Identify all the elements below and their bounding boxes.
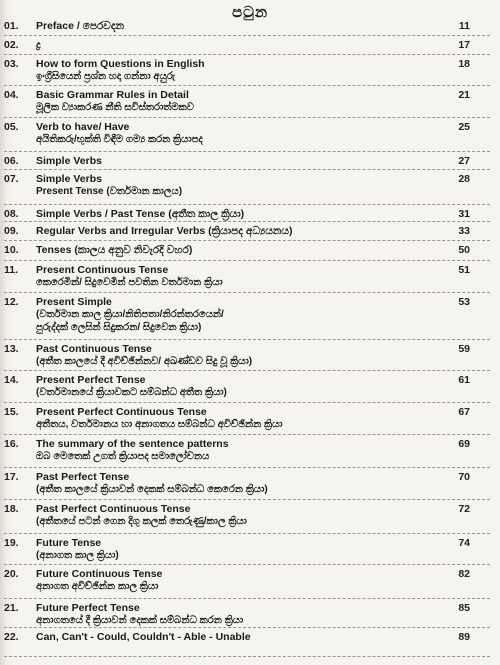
entry-number: 10. (4, 244, 19, 256)
entry-page-number: 17 (458, 39, 470, 51)
entry-title: Regular Verbs and Irregular Verbs (ක්‍රියාපද අධ්‍යයනය) (36, 225, 293, 237)
entry-page-number: 53 (458, 296, 470, 308)
entry-title: Basic Grammar Rules in Detail (36, 89, 189, 101)
entry-page-number: 25 (458, 121, 470, 133)
entry-subtitle: (වර්තමාන කාල ක්‍රියා/නිතිපතා/නිරන්තරයෙන්/ (36, 309, 224, 320)
entry-subtitle: පුරුද්දක් ලෙසින් සිදුකරන/ සිදුවෙන ක්‍රියා) (36, 322, 202, 333)
entry-page-number: 28 (458, 173, 470, 185)
entry-number: 01. (4, 20, 19, 32)
row-divider (4, 499, 490, 500)
entry-number: 05. (4, 121, 19, 133)
entry-number: 19. (4, 537, 19, 549)
entry-title: Future Tense (36, 537, 102, 549)
entry-subtitle: අනාගත අවිච්ඡින්න කාල ක්‍රියා (36, 581, 159, 592)
entry-page-number: 89 (458, 631, 470, 643)
entry-subtitle: (වර්තමානයේ ක්‍රියාවකට සම්බන්ධ අතීත ක්‍රියා) (36, 387, 227, 398)
page-title: පටුන (231, 4, 269, 21)
entry-page-number: 18 (458, 58, 470, 70)
row-divider (4, 627, 490, 628)
entry-page-number: 31 (458, 208, 470, 220)
entry-title: Past Perfect Tense (36, 471, 130, 483)
entry-number: 04. (4, 89, 19, 101)
entry-page-number: 69 (458, 438, 470, 450)
entry-number: 14. (4, 374, 19, 386)
entry-title: Present Continuous Tense (36, 264, 169, 276)
entry-page-number: 51 (458, 264, 470, 276)
entry-title: Simple Verbs / Past Tense (අතීත කාල ක්‍රියා) (36, 208, 245, 220)
entry-page-number: 27 (458, 155, 470, 167)
entry-number: 18. (4, 503, 19, 515)
entry-page-number: 33 (458, 225, 470, 237)
entry-title: Simple Verbs (36, 155, 102, 167)
row-divider (4, 169, 490, 170)
entry-title: Present Perfect Continuous Tense (36, 406, 207, 418)
entry-subtitle: (අතීතයේ පටන් ගෙන දිගු කලක් තෙරුණු/කාල ක්‍රියා (36, 516, 247, 527)
entry-subtitle: ඔබ මෙතෙක් උගත් ක්‍රියාපද සමාලෝචනය (36, 451, 210, 462)
entry-number: 09. (4, 225, 19, 237)
entry-number: 15. (4, 406, 19, 418)
entry-page-number: 74 (458, 537, 470, 549)
entry-title: Present Perfect Tense (36, 374, 146, 386)
entry-number: 07. (4, 173, 19, 185)
entry-title: Tenses (කාලය අනුව නිවැරදි වහර) (36, 244, 193, 256)
row-divider (4, 204, 490, 205)
row-divider (4, 151, 490, 152)
entry-subtitle: (අතීත කාලයේ දී අවිච්ඡින්නව/ අඛණ්ඩව සිදු වූ ක්‍රියා) (36, 356, 253, 367)
entry-subtitle: අයිතිකරු/භුක්ති විඳීම ගම්‍ය කරන ක්‍රියාපද (36, 134, 203, 145)
entry-subtitle: මූලික ව්‍යාකරණ නීති සවිස්තරාත්මකව (36, 102, 194, 113)
row-divider (4, 533, 490, 534)
entry-subtitle: (අතීත කාලයේ ක්‍රියාවන් දෙකක් සම්බන්ධ කෙරෙන ක්‍රියා) (36, 484, 268, 495)
row-divider (4, 85, 490, 86)
entry-number: 06. (4, 155, 19, 167)
entry-title: Can, Can't - Could, Couldn't - Able - Unable (36, 631, 251, 643)
entry-number: 02. (4, 39, 19, 51)
entry-subtitle: Present Tense (වර්තමාන කාලය) (36, 186, 183, 197)
entry-number: 16. (4, 438, 19, 450)
entry-title: Past Perfect Continuous Tense (36, 503, 191, 515)
entry-number: 12. (4, 296, 19, 308)
entry-page-number: 50 (458, 244, 470, 256)
entry-subtitle: අනාගතයේ දී ක්‍රියාවන් දෙකක් සම්බන්ධ කරන ක්‍රියා (36, 615, 244, 626)
entry-title: Simple Verbs (36, 173, 102, 185)
entry-subtitle: අතීතය, වර්තමානය හා අනාගතය සම්බන්ධ අවිච්ඡින්න ක්‍රියා (36, 419, 283, 430)
entry-title: ද්‍ර (36, 39, 41, 51)
entry-page-number: 82 (458, 568, 470, 580)
row-divider (4, 598, 490, 599)
entry-subtitle: කෙරෙමින්/ සිදුවෙමින් පවතින වර්තමාන ක්‍රියා (36, 277, 223, 288)
row-divider (4, 339, 490, 340)
entry-number: 17. (4, 471, 19, 483)
row-divider (4, 402, 490, 403)
entry-page-number: 70 (458, 471, 470, 483)
entry-number: 22. (4, 631, 19, 643)
entry-title: Future Continuous Tense (36, 568, 163, 580)
entry-page-number: 59 (458, 343, 470, 355)
entry-page-number: 61 (458, 374, 470, 386)
row-divider (4, 221, 490, 222)
row-divider (4, 35, 490, 36)
row-divider (4, 434, 490, 435)
row-divider (4, 292, 490, 293)
entry-page-number: 85 (458, 602, 470, 614)
row-divider (4, 467, 490, 468)
entry-number: 11. (4, 264, 19, 276)
row-divider (4, 260, 490, 261)
row-divider (4, 656, 490, 657)
entry-title: Preface / පෙරවදන (36, 20, 125, 32)
row-divider (4, 54, 490, 55)
row-divider (4, 370, 490, 371)
entry-number: 08. (4, 208, 19, 220)
entry-page-number: 72 (458, 503, 470, 515)
entry-number: 20. (4, 568, 19, 580)
entry-title: Future Perfect Tense (36, 602, 140, 614)
entry-title: Present Simple (36, 296, 112, 308)
entry-title: Past Continuous Tense (36, 343, 152, 355)
row-divider (4, 117, 490, 118)
entry-number: 03. (4, 58, 19, 70)
entry-title: Verb to have/ Have (36, 121, 130, 133)
entry-number: 21. (4, 602, 19, 614)
entry-subtitle: (අනාගත කාල ක්‍රියා) (36, 550, 119, 561)
entry-page-number: 11 (458, 20, 470, 32)
entry-title: How to form Questions in English (36, 58, 205, 70)
row-divider (4, 564, 490, 565)
entry-number: 13. (4, 343, 19, 355)
row-divider (4, 240, 490, 241)
entry-page-number: 67 (458, 406, 470, 418)
entry-subtitle: ඉංග්‍රීසියෙන් ප්‍රශ්න හදා ගන්නා අයුරු (36, 71, 176, 82)
entry-title: The summary of the sentence patterns (36, 438, 229, 450)
entry-page-number: 21 (458, 89, 470, 101)
